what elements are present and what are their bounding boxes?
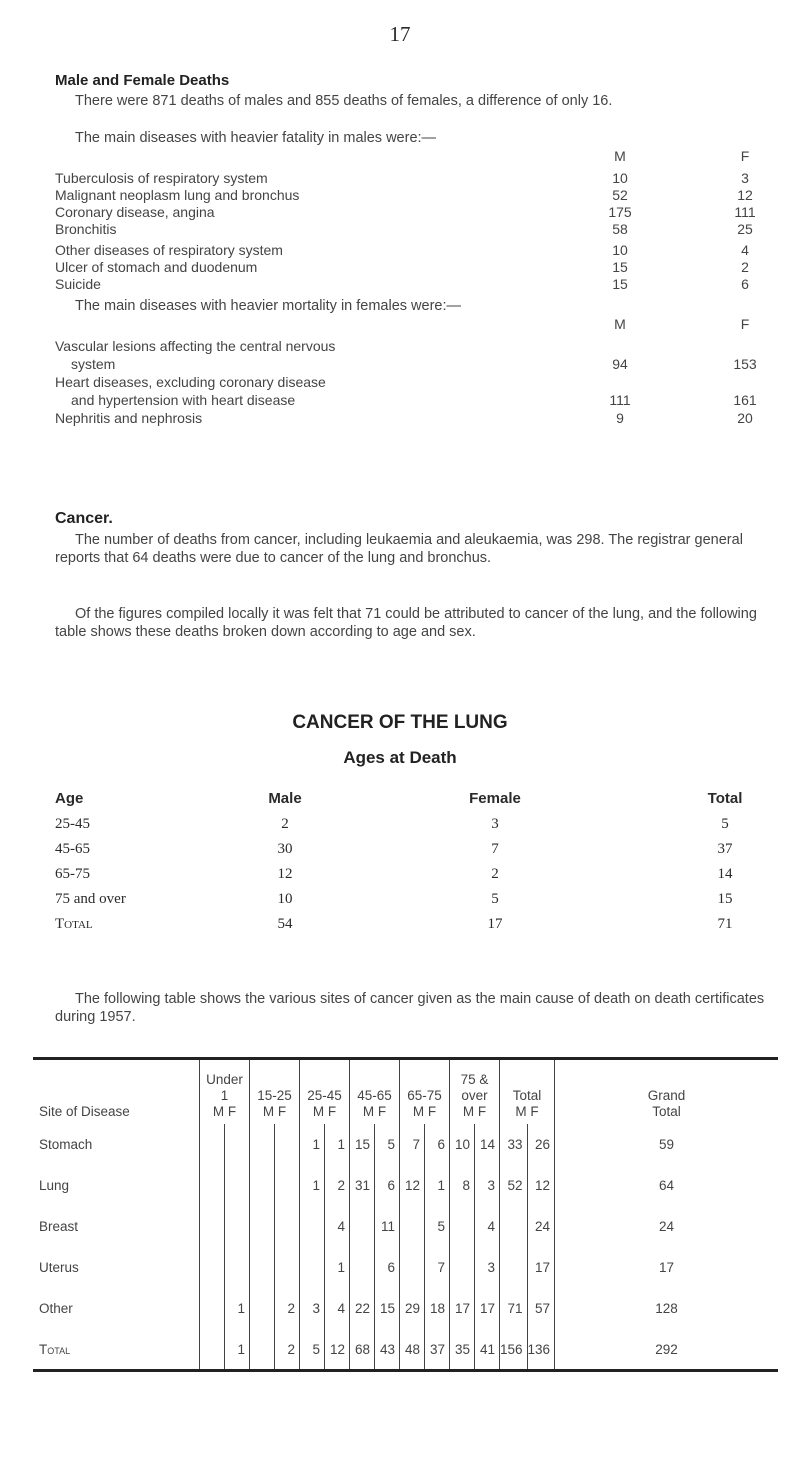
site-header: Site of Disease (39, 1104, 130, 1119)
section-heading-cancer: Cancer. (55, 510, 113, 527)
list-item: Malignant neoplasm lung and bronchus 52 12 (55, 187, 753, 203)
list-item: Heart diseases, excluding coronary disease (55, 374, 326, 390)
cancer-paragraph-2: Of the figures compiled locally it was felt that 71 could be attributed to cancer of the lung, and the following table shows these deaths broken down according to age and sex. (55, 606, 757, 640)
table-header-row: Site of Disease Under 1 M F 15-25 M F 25-45 M F 45-65 M F 65-75 M F 75 & over M F Total M F Grand Total (33, 1060, 778, 1124)
col-header-m: M (614, 316, 626, 332)
list-item: Coronary disease, angina 175 111 (55, 204, 756, 220)
list-item: Nephritis and nephrosis 9 20 (55, 410, 753, 426)
lung-table-subtitle: Ages at Death (343, 748, 457, 767)
table-row: Other 1 2 3 4 22 15 29 18 17 17 71 57 128 (33, 1288, 778, 1329)
table-row: Stomach 1 1 15 5 7 6 10 14 33 26 59 (33, 1124, 778, 1165)
section-heading-male-female: Male and Female Deaths (55, 72, 230, 89)
list-item: Suicide 15 6 (55, 276, 749, 292)
table-bottom-rule (33, 1369, 778, 1372)
cancer-sites-table (33, 1060, 778, 1370)
col-header-f: F (740, 316, 750, 332)
list-item: system 94 153 (71, 356, 757, 372)
list-item: Bronchitis 58 25 (55, 221, 753, 237)
lung-table-title: CANCER OF THE LUNG (292, 712, 508, 733)
heavier-male-intro: The main diseases with heavier fatality in males were:— (75, 130, 437, 146)
cancer-paragraph-1: The number of deaths from cancer, including leukaemia and aleukaemia, was 298. The registrar general reports that 64 deaths were due to cancer of the lung and bronchus. (55, 532, 743, 566)
intro-paragraph: There were 871 deaths of males and 855 deaths of females, a difference of only 16. (75, 93, 613, 109)
table-row: 45-65 30 7 37 (55, 841, 733, 857)
table-row: Lung 1 2 31 6 12 1 8 3 52 12 64 (33, 1165, 778, 1206)
list-item: and hypertension with heart disease 111 161 (71, 392, 757, 408)
heavier-female-intro: The main diseases with heavier mortality in females were:— (75, 298, 462, 314)
col-header-m: M (614, 148, 626, 164)
table-row: Uterus 1 6 7 3 17 17 (33, 1247, 778, 1288)
table-header-row: Age Male Female Total (55, 790, 743, 807)
col-header-f: F (740, 148, 750, 164)
sites-intro: The following table shows the various sites of cancer given as the main cause of death on death certificates during 1957. (55, 991, 765, 1025)
table-row: Breast 4 11 5 4 24 24 (33, 1206, 778, 1247)
page-number: 17 (389, 22, 411, 46)
table-row: 65-75 12 2 14 (55, 866, 733, 882)
table-row: Total 54 17 71 (55, 916, 733, 932)
list-item: Vascular lesions affecting the central nervous (55, 338, 336, 354)
list-item: Ulcer of stomach and duodenum 15 2 (55, 259, 749, 275)
table-row: 25-45 2 3 5 (55, 816, 729, 832)
table-row: Total 1 2 5 12 68 43 48 37 35 41 156 136 292 (33, 1329, 778, 1370)
list-item: Other diseases of respiratory system 10 4 (55, 242, 749, 258)
table-row: 75 and over 10 5 15 (55, 891, 733, 907)
list-item: Tuberculosis of respiratory system 10 3 (55, 170, 749, 186)
